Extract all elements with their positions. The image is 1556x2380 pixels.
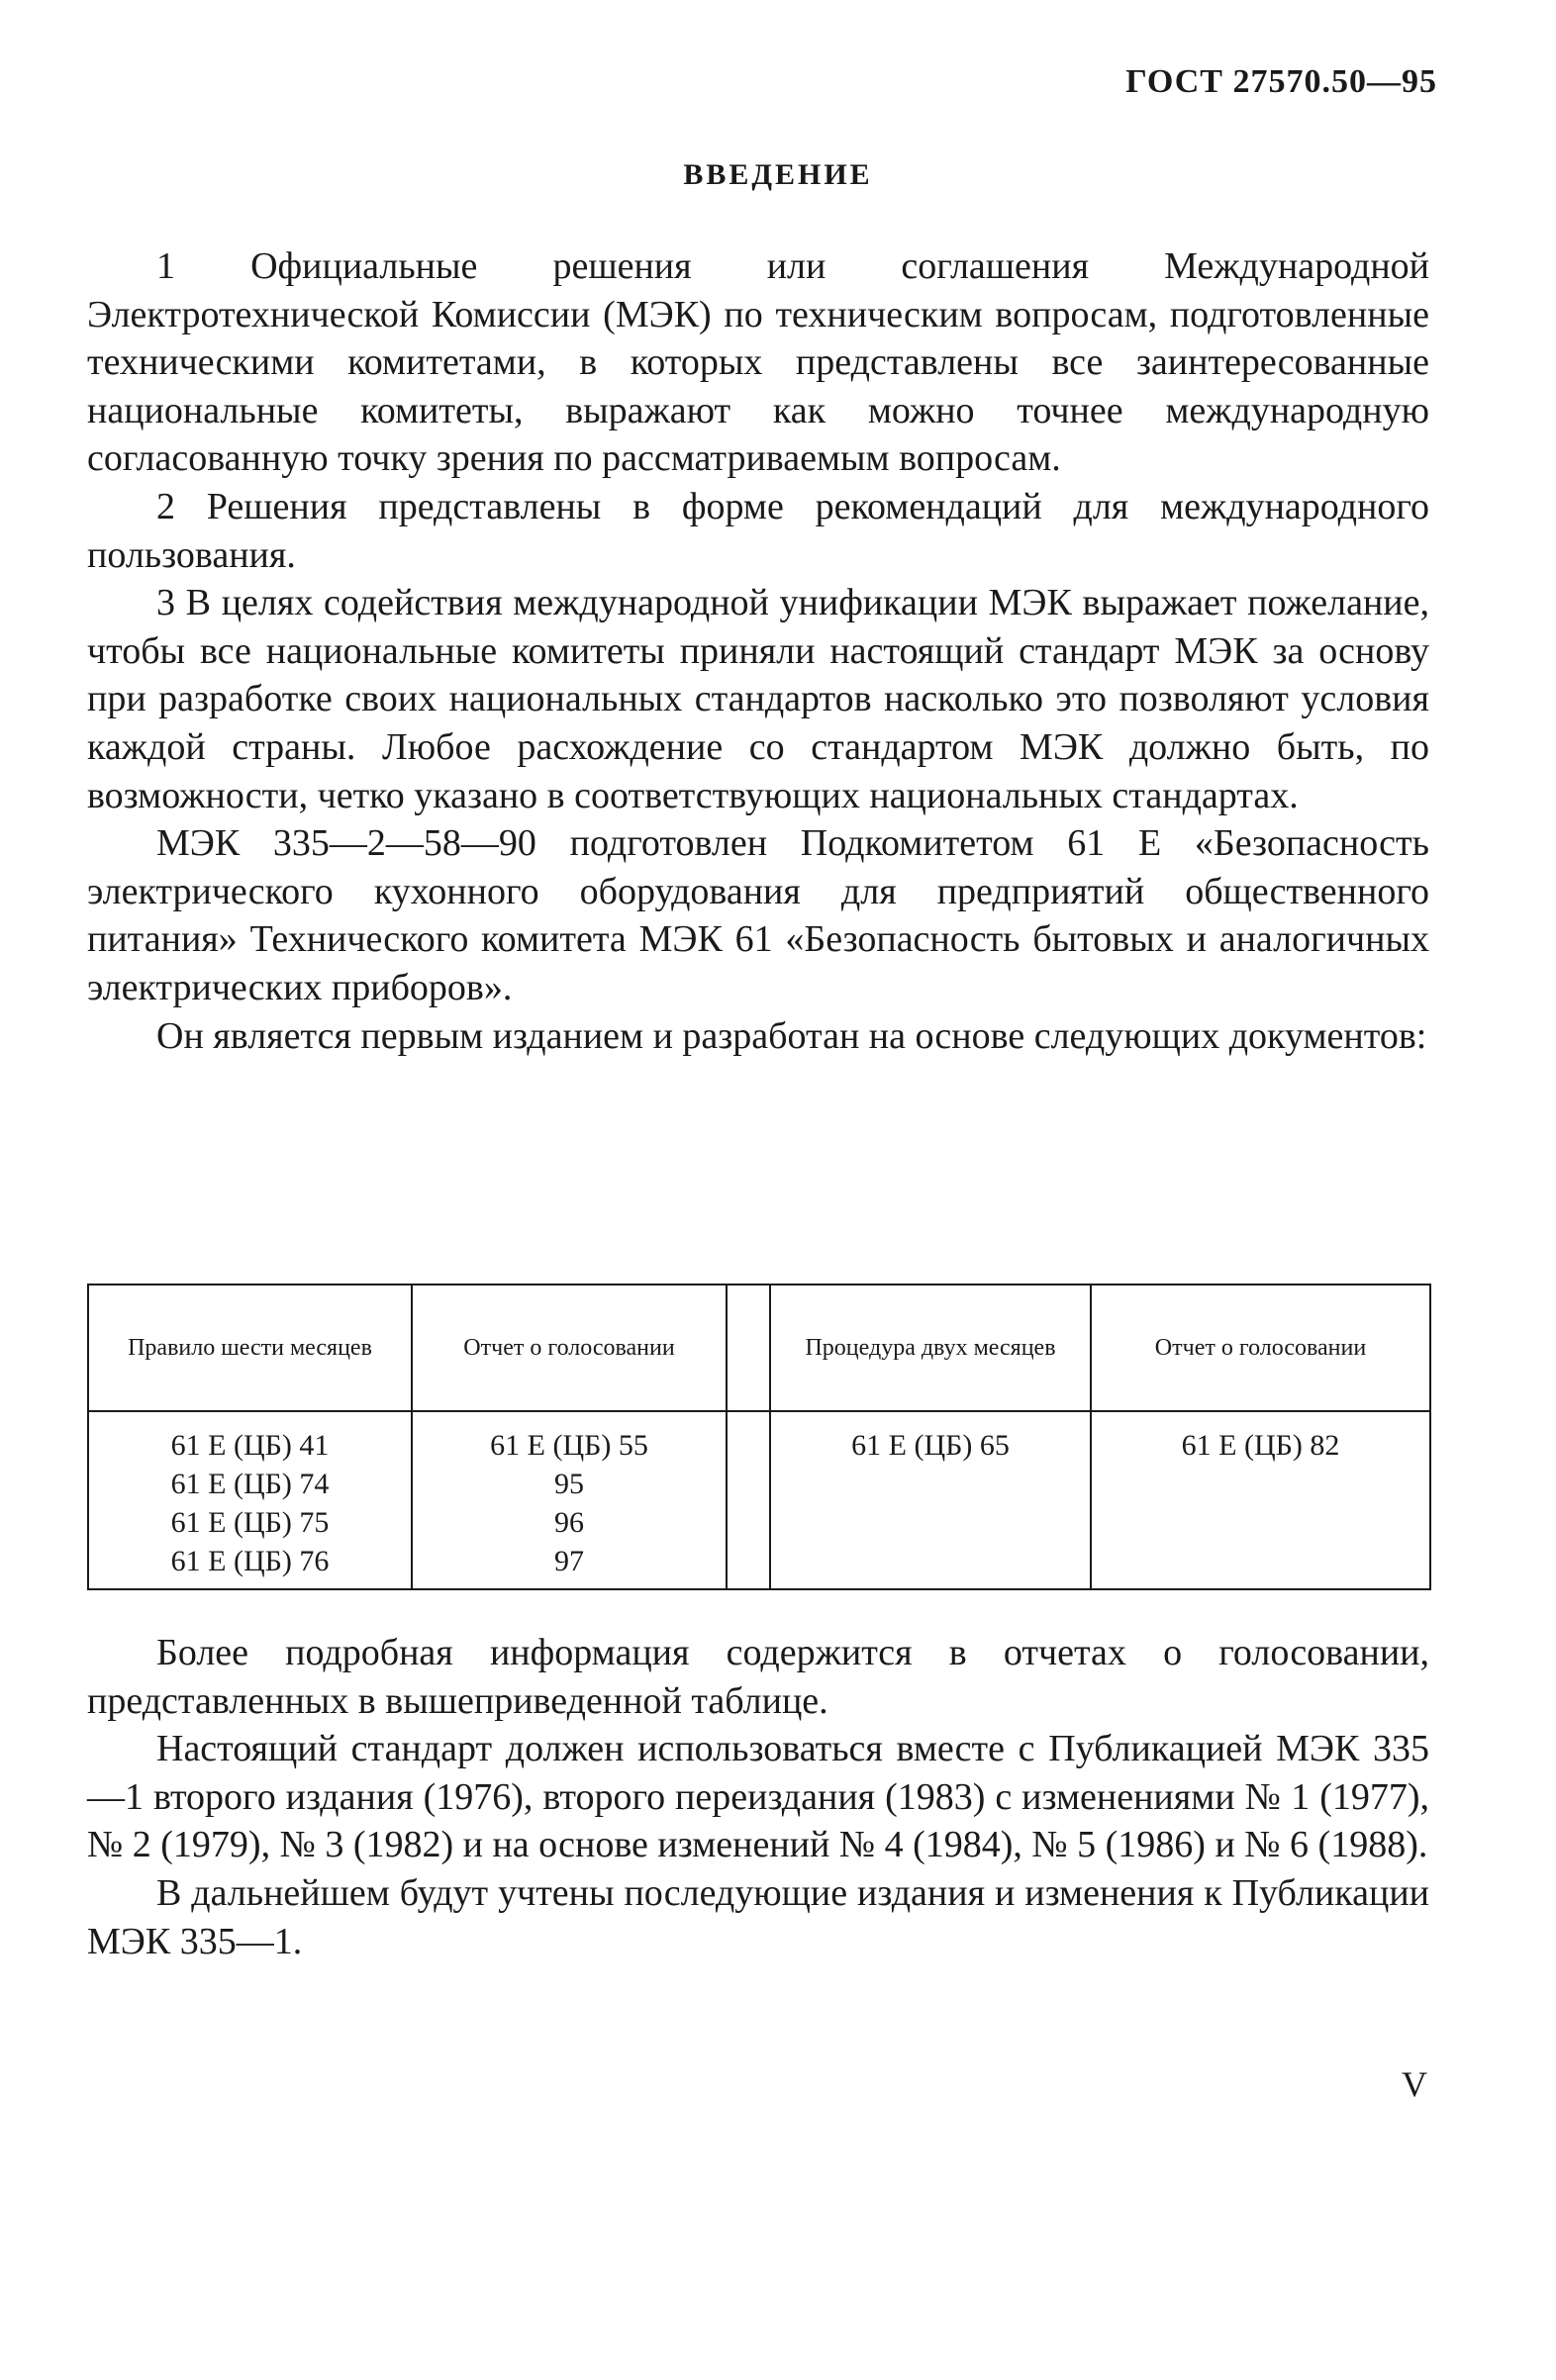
six-month-rule-item: 61 Е (ЦБ) 76 bbox=[170, 1545, 330, 1577]
paragraph-2: 2 Решения представлены в форме рекомендаций для международного пользования. bbox=[87, 485, 1429, 576]
table-row bbox=[88, 1411, 1430, 1589]
page-header: ГОСТ 27570.50—95 bbox=[1125, 63, 1437, 100]
paragraph-1: 1 Официальные решения или соглашения Международной Электротехнической Комиссии (МЭК) по техническим вопросам, подготовленные техническими комитетами, в которых представлены все заинтересованные национальные комитеты, выражают как можно точнее международную согласованную точку зрения по рассматриваемым вопросам. bbox=[87, 245, 1429, 480]
documents-table bbox=[87, 1284, 1431, 1590]
after-paragraph-1: Более подробная информация содержится в отчетах о голосовании, представленных в вышеприведенной таблице. bbox=[87, 1632, 1429, 1722]
voting-report-2-item: 61 Е (ЦБ) 82 bbox=[1181, 1429, 1340, 1462]
after-paragraph-3: В дальнейшем будут учтены последующие издания и изменения к Публикации МЭК 335—1. bbox=[87, 1871, 1429, 1962]
cell-voting-report-2 bbox=[1091, 1411, 1430, 1589]
header-two-month-procedure: Процедура двух месяцев bbox=[770, 1285, 1091, 1411]
voting-report-1-item: 61 Е (ЦБ) 55 bbox=[490, 1429, 648, 1462]
voting-report-1-item: 96 bbox=[554, 1506, 584, 1539]
six-month-rule-item: 61 Е (ЦБ) 74 bbox=[170, 1468, 330, 1500]
cell-voting-report-1 bbox=[412, 1411, 727, 1589]
paragraph-3: 3 В целях содействия международной унификации МЭК выражает пожелание, чтобы все национальные комитеты приняли настоящий стандарт МЭК за основу при разработке своих национальных стандартов насколько это позволяют условия каждой страны. Любое расхождение со стандартом МЭК должно быть, по возможности, четко указано в соответствующих национальных стандартах. bbox=[87, 582, 1429, 816]
section-title: ВВЕДЕНИЕ bbox=[683, 158, 873, 191]
header-gap bbox=[727, 1285, 770, 1411]
intro-body bbox=[87, 242, 1429, 1060]
closing-body bbox=[87, 1629, 1429, 1965]
documents-table-wrap bbox=[87, 1284, 1429, 1590]
header-voting-report-1: Отчет о голосовании bbox=[412, 1285, 727, 1411]
page-number: V bbox=[1402, 2064, 1427, 2104]
six-month-rule-item: 61 Е (ЦБ) 41 bbox=[170, 1429, 330, 1462]
cell-gap bbox=[727, 1411, 770, 1589]
cell-two-month-procedure bbox=[770, 1411, 1091, 1589]
voting-report-1-item: 95 bbox=[554, 1468, 584, 1500]
table-header-row bbox=[88, 1285, 1430, 1411]
six-month-rule-item: 61 Е (ЦБ) 75 bbox=[170, 1506, 330, 1539]
cell-six-month-rule bbox=[88, 1411, 412, 1589]
header-voting-report-2: Отчет о голосовании bbox=[1091, 1285, 1430, 1411]
paragraph-5: Он является первым изданием и разработан на основе следующих документов: bbox=[156, 1014, 1427, 1057]
after-paragraph-2: Настоящий стандарт должен использоваться вместе с Публикацией МЭК 335—1 второго издания (1976), второго переиздания (1983) с изменениями № 1 (1977), № 2 (1979), № 3 (1982) и на основе изменений № 4 (1984), № 5 (1986) и № 6 (1988). bbox=[87, 1728, 1429, 1866]
two-month-procedure-item: 61 Е (ЦБ) 65 bbox=[851, 1429, 1010, 1462]
voting-report-1-item: 97 bbox=[554, 1545, 584, 1577]
header-six-month-rule: Правило шести месяцев bbox=[88, 1285, 412, 1411]
paragraph-4: МЭК 335—2—58—90 подготовлен Подкомитетом 61 Е «Безопасность электрического кухонного оборудования для предприятий общественного питания» Технического комитета МЭК 61 «Безопасность бытовых и аналогичных электрических приборов». bbox=[87, 822, 1429, 1008]
